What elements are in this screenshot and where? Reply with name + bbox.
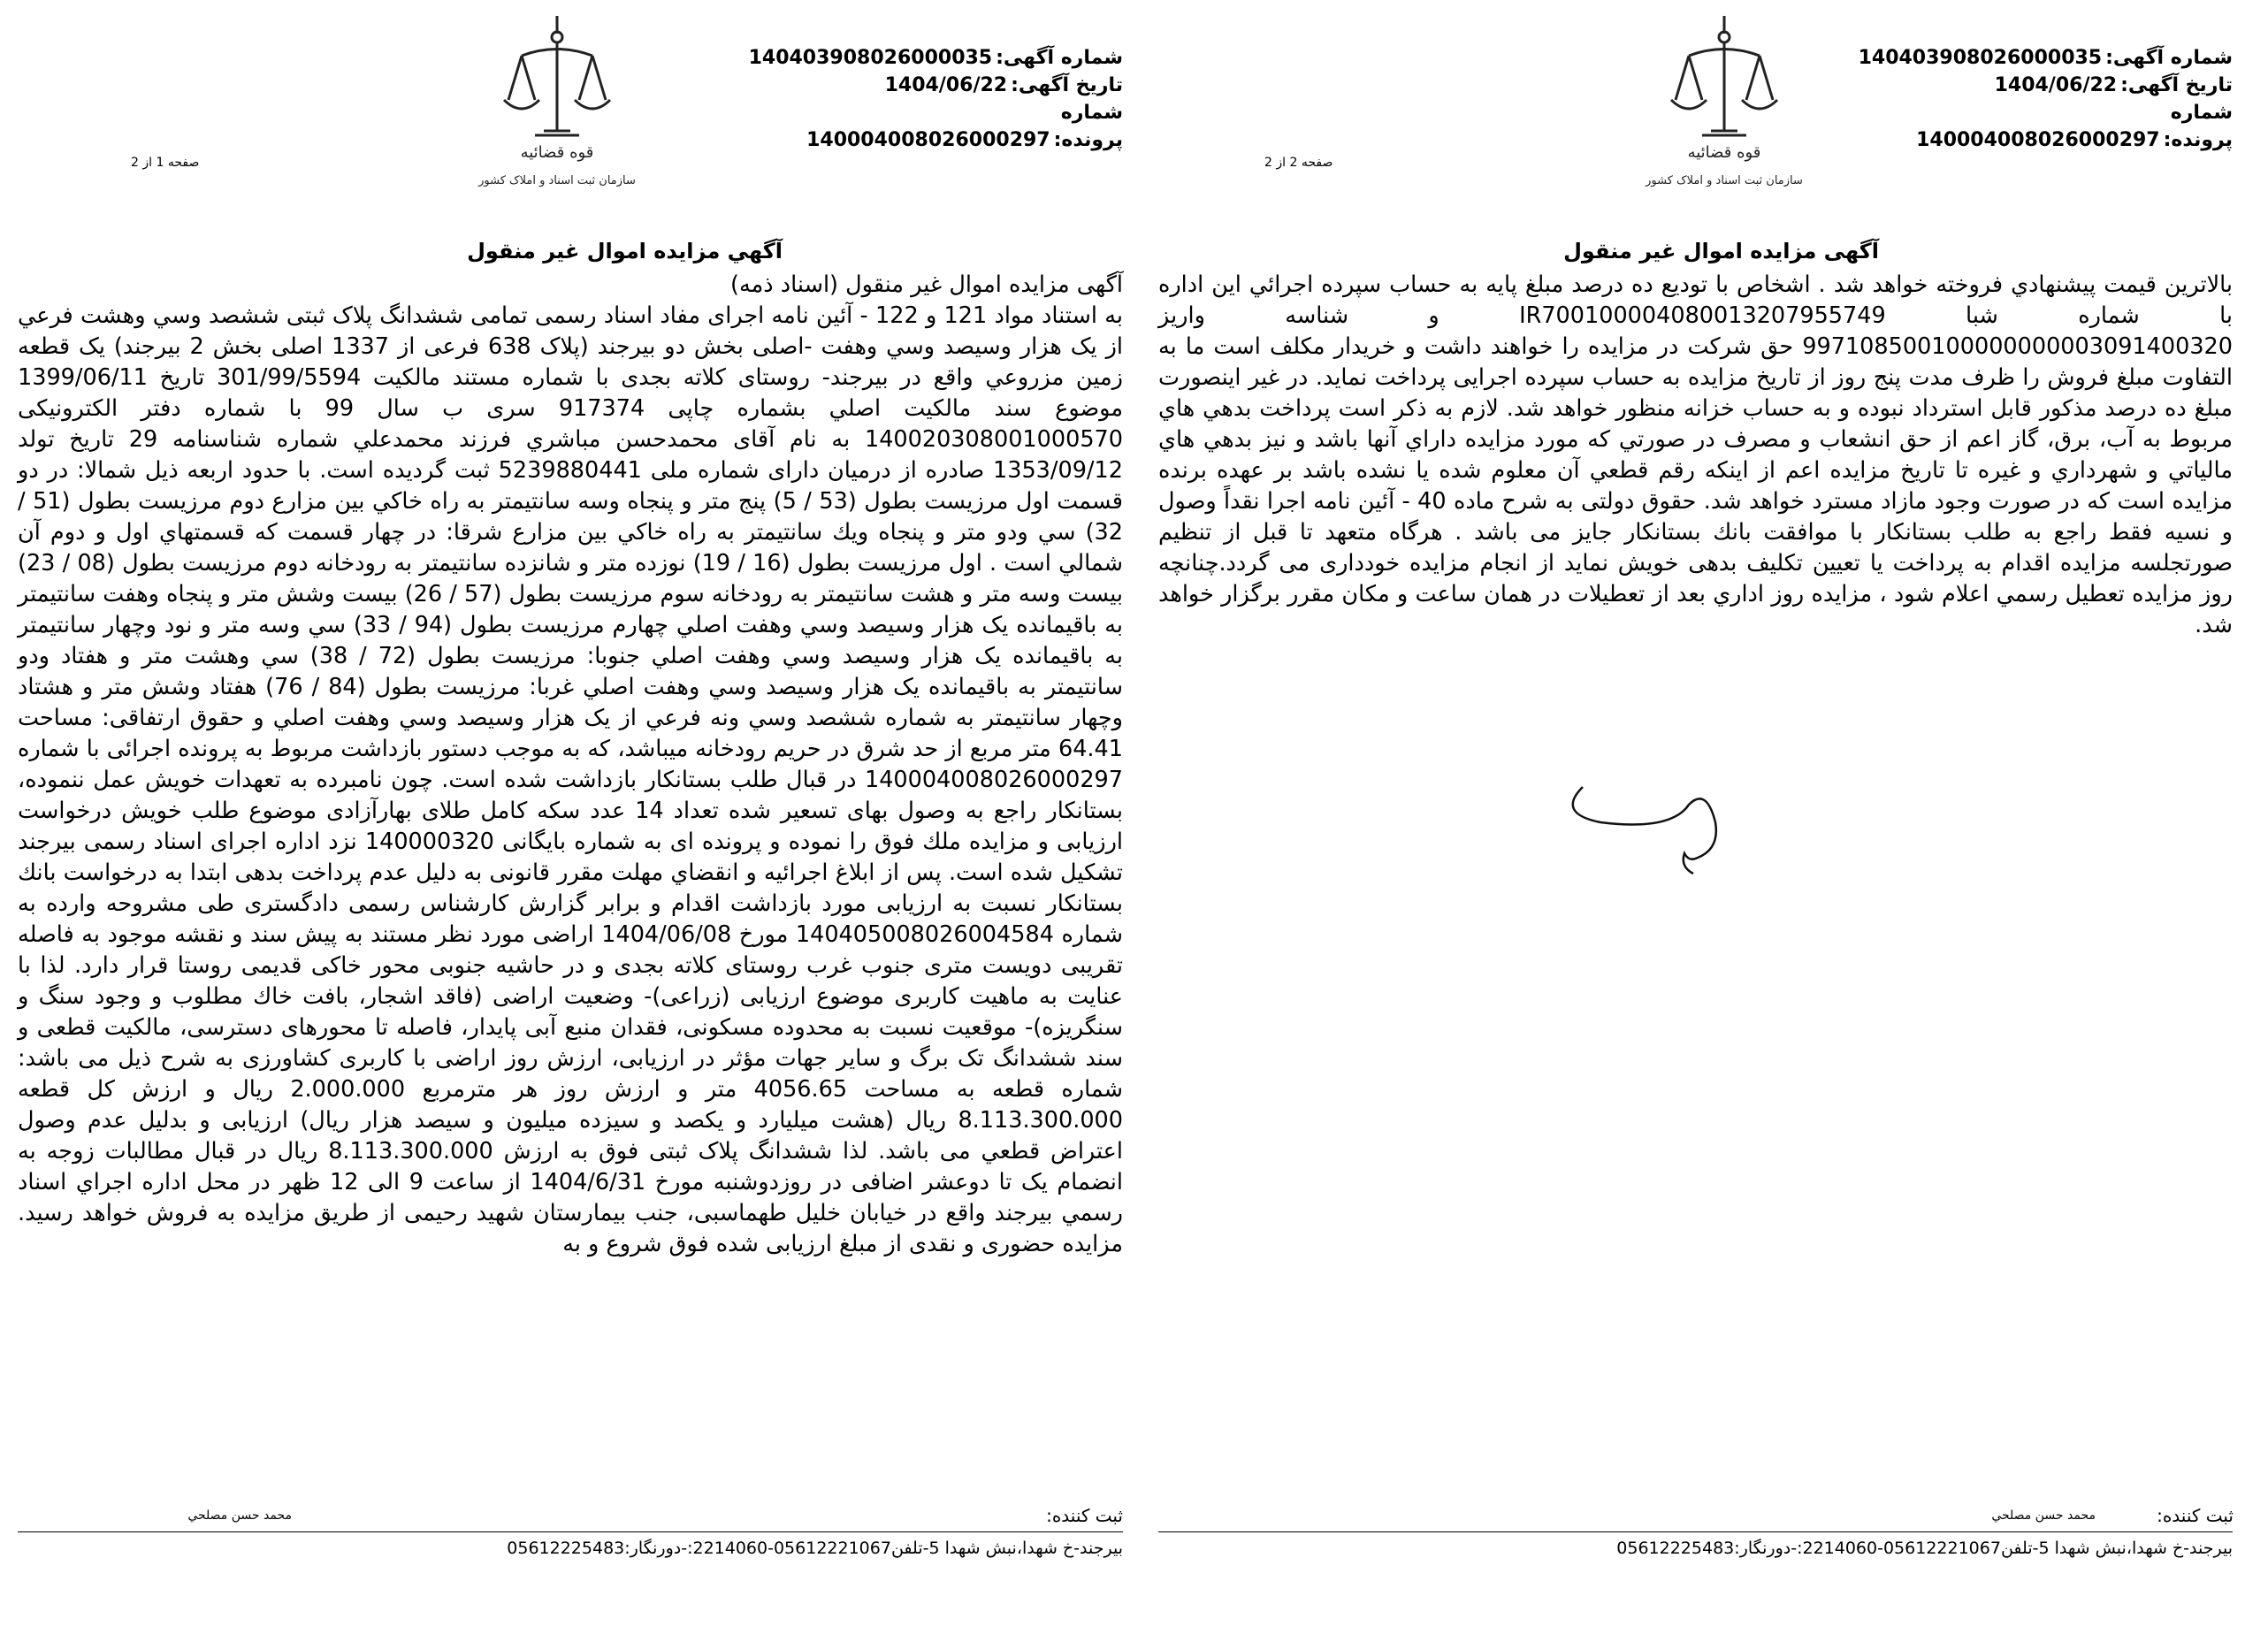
office-address: بيرجند-خ شهدا،نبش شهدا 5-تلفن05612221067-2214060:-دورنگار:05612225483 [1616, 1539, 2233, 1558]
page-2 [1158, 0, 2233, 1642]
emblem-caption-top: قوه قضائیه [1687, 143, 1761, 162]
file-number: 140004008026000297 [806, 129, 1050, 151]
registrar-label: ثبت کننده: [1046, 1505, 1123, 1526]
emblem-caption-bottom: سازمان ثبت اسناد و املاک کشور [478, 174, 636, 187]
notice-date-label: تاریخ آگهی: [2120, 74, 2233, 96]
paragraph: بالاترين قيمت پيشنهادي فروخته خواهد شد . اشخاص با توديع ده درصد مبلغ پايه به حساب سپرده اجرائي اين اداره با شماره شبا IR700100004080013207955749 و شناسه واريز 997108500100000000003091400320 حق شركت در مزايده را خواهند داشت و خريدار مكلف است ما به التفاوت مبلغ فروش را ظرف مدت پنج روز از تاريخ مزايده به حساب سپرده اجرايى پرداخت نمايد. در غير اينصورت مبلغ ده درصد مذكور قابل استرداد نبوده و به حساب خزانه منظور خواهد شد. لازم به ذكر است پرداخت بدهي هاي مربوط به آب، برق، گاز اعم از حق انشعاب و مصرف در صورتي كه مورد مزايده داراي آنها باشد و نيز بدهي هاي مالياتي و شهرداري و غيره تا تاريخ مزايده اعم از اينكه رقم قطعي آن معلوم شده يا نشده باشد بر عهده برنده مزايده است كه در صورت وجود مازاد مسترد خواهد شد. حقوق دولتى به شرح ماده 40 - آئين نامه اجرا نقداً وصول و نسيه فقط راجع به طلب بستانكار با موافقت بانك بستانكار جايز مى باشد . هرگاه متعهد تا قبل از تنظيم صورتجلسه مزايده اقدام به پرداخت يا تعيين تكليف بدهى خويش نمايد از انجام مزايده خوددارى مى گردد.چنانچه روز مزايده تعطيل رسمي اعلام شود ، مزايده روز اداري بعد از تعطيلات در همان ساعت و مكان مقرر برگزار خواهد شد. [1158, 271, 2233, 638]
registrar [1158, 1505, 2233, 1530]
file-number-label: شماره پرونده: [1053, 102, 1123, 151]
notice-number: 140403908026000035 [748, 47, 993, 69]
footer-divider [1158, 1531, 2233, 1532]
page-1 [18, 0, 1123, 1642]
notice-number-row [1852, 44, 2233, 72]
registrar-label: ثبت کننده: [2157, 1505, 2234, 1526]
file-number: 140004008026000297 [1916, 129, 2160, 151]
notice-date-label: تاریخ آگهی: [1011, 74, 1123, 96]
page-number: صفحه 2 از 2 [1264, 156, 1333, 170]
notice-date: 1404/06/22 [884, 74, 1008, 96]
judiciary-emblem-icon [478, 7, 636, 197]
judiciary-emblem-icon [1646, 7, 1803, 197]
notice-number: 140403908026000035 [1858, 47, 2103, 69]
notice-title: آگهي مزايده اموال غير منقول [467, 239, 783, 263]
notice-number-row [743, 44, 1123, 72]
notice-date-row [743, 72, 1123, 99]
notice-meta [1852, 44, 2233, 154]
registrar-name: محمد حسن مصلحي [187, 1508, 292, 1523]
notice-date: 1404/06/22 [1994, 74, 2118, 96]
signature-icon [1565, 778, 1777, 884]
office-address: بيرجند-خ شهدا،نبش شهدا 5-تلفن05612221067-2214060:-دورنگار:05612225483 [507, 1539, 1123, 1558]
notice-number-label: شماره آگهی: [2105, 47, 2233, 69]
file-number-row [743, 99, 1123, 154]
file-number-label: شماره پرونده: [2163, 102, 2233, 151]
notice-number-label: شماره آگهی: [996, 47, 1123, 69]
footer-divider [18, 1531, 1123, 1532]
notice-date-row [1852, 72, 2233, 99]
emblem-caption-top: قوه قضائیه [520, 143, 594, 162]
notice-meta [743, 44, 1123, 154]
registrar [18, 1505, 1123, 1530]
notice-body [1158, 270, 2233, 641]
registrar-name: محمد حسن مصلحي [1991, 1508, 2096, 1523]
emblem-caption-bottom: سازمان ثبت اسناد و املاک کشور [1646, 174, 1803, 187]
file-number-row [1852, 99, 2233, 154]
notice-title: آگهی مزایده اموال غیر منقول [1563, 239, 1879, 263]
paragraph: آگهی مزايده اموال غير منقول (اسناد ذمه) [730, 271, 1123, 298]
paragraph: به استناد مواد 121 و 122 - آئين نامه اجراى مفاد اسناد رسمى تمامى ششدانگ پلاک ثبتى ششصد وسي وهشت فرعي از يک هزار وسيصد وسي وهفت -اصلى بخش دو بيرجند (پلاک 638 فرعى از 1337 اصلى بخش 2 بيرجند) يک قطعه زمين مزروعي واقع در بيرجند- روستاى کلاته بجدى با شماره مستند مالکيت 301/99/5594 تاريخ 1399/06/11 موضوع سند مالکيت اصلي بشماره چاپى 917374 سرى ب سال 99 با شماره دفتر الکترونيکى 140020308001000570 به نام آقاى محمدحسن مباشري فرزند محمدعلي شماره شناسنامه 29 تاريخ تولد 1353/09/12 صادره از درميان داراى شماره ملى 5239880441 ثبت گرديده است. با حدود اربعه ذيل شمالا: در دو قسمت اول مرزيست بطول (53 / 5) پنج متر و پنجاه وسه سانتيمتر به راه خاكي بين مزارع دوم مرزيست بطول (51 / 32) سي ودو متر و پنجاه ويك سانتيمتر به راه خاكي بين مزارع شرقا: در چهار قسمت كه قسمتهاي اول و دوم آن شمالي است . اول مرزيست بطول (16 / 19) نوزده متر و شانزده سانتيمتر به رودخانه دوم مرزيست بطول (08 / 23) بيست وسه متر و هشت سانتيمتر به رودخانه سوم مرزيست بطول (57 / 26) بيست وشش متر و پنجاه وهفت سانتيمتر به باقيمانده يک هزار وسيصد وسي وهفت اصلي چهارم مرزيست بطول (94 / 33) سي وسه متر و نود وچهار سانتيمتر به باقيمانده يک هزار وسيصد وسي وهفت اصلي جنوبا: مرزيست بطول (72 / 38) سي وهشت متر و هفتاد ودو سانتيمتر به باقيمانده يک هزار وسيصد وسي وهفت اصلي غربا: مرزيست بطول (84 / 76) هفتاد وشش متر و هشتاد وچهار سانتيمتر به شماره ششصد وسي ونه فرعي از يک هزار وسيصد وسي وهفت اصلي و حقوق ارتفاقى: مساحت 64.41 متر مربع از حد شرق در حريم رودخانه ميباشد، كه به موجب دستور بازداشت مربوط به پرونده اجرائى با شماره 140004008026000297 در قبال طلب بستانكار بازداشت شده است. چون نامبرده به تعهدات خويش عمل ننموده، بستانكار راجع به وصول بهاى تسعير شده تعداد 14 عدد سكه كامل طلاى بهارآزادى موضوع طلب خويش درخواست ارزيابى و مزايده ملك فوق را نموده و پرونده اى به شماره بايگانى 140000320 نزد اداره اجراى اسناد رسمى بيرجند تشكيل شده است. پس از ابلاغ اجرائيه و انقضاي مهلت مقرر قانونى به دليل عدم پرداخت بدهى ابتدا به درخواست بانك بستانكار نسبت به ارزيابى مورد بازداشت اقدام و برابر گزارش كارشناس رسمى دادگسترى طى مشروحه وارده به شماره 140405008026004584 مورخ 1404/06/08 اراضى مورد نظر مستند به پيش سند و نقشه موجود به فاصله تقريبى دويست مترى جنوب غرب روستاى كلاته بجدى و در حاشيه جنوبى محور خاكى قديمى روستا قرار دارد. لذا با عنايت به ماهيت كاربرى موضوع ارزيابى (زراعى)- وضعيت اراضى (فاقد اشجار، بافت خاك مطلوب و وجود سنگ و سنگريزه)- موقعيت نسبت به محدوده مسكونى، فقدان منبع آبى پايدار، فاصله تا محورهاى دسترسى، مالكيت قطعى و سند ششدانگ تک برگ و ساير جهات مؤثر در ارزيابى، ارزش روز اراضى با كاربرى كشاورزى به شرح ذيل مى باشد: شماره قطعه به مساحت 4056.65 متر و ارزش روز هر مترمربع 2.000.000 ريال و ارزش كل قطعه 8.113.300.000 ريال (هشت ميليارد و يكصد و سيزده ميليون و سيصد هزار ريال) ارزيابى و بدليل عدم وصول اعتراض قطعي مى باشد. لذا ششدانگ پلاک ثبتى فوق به ارزش 8.113.300.000 ريال در قبال مطالبات زوجه به انضمام يک تا دوعشر اضافى در روزدوشنبه مورخ 1404/6/31 از ساعت 9 الى 12 ظهر در محل اداره اجراي اسناد رسمي بيرجند واقع در خيابان خليل طهماسبى، جنب بيمارستان شهيد رحيمى از طريق مزايده به فروش خواهد رسيد. مزايده حضورى و نقدى از مبلغ ارزيابى شده فوق شروع و به [18, 302, 1124, 1257]
notice-body [18, 270, 1123, 1260]
page-number: صفحه 1 از 2 [131, 156, 200, 170]
